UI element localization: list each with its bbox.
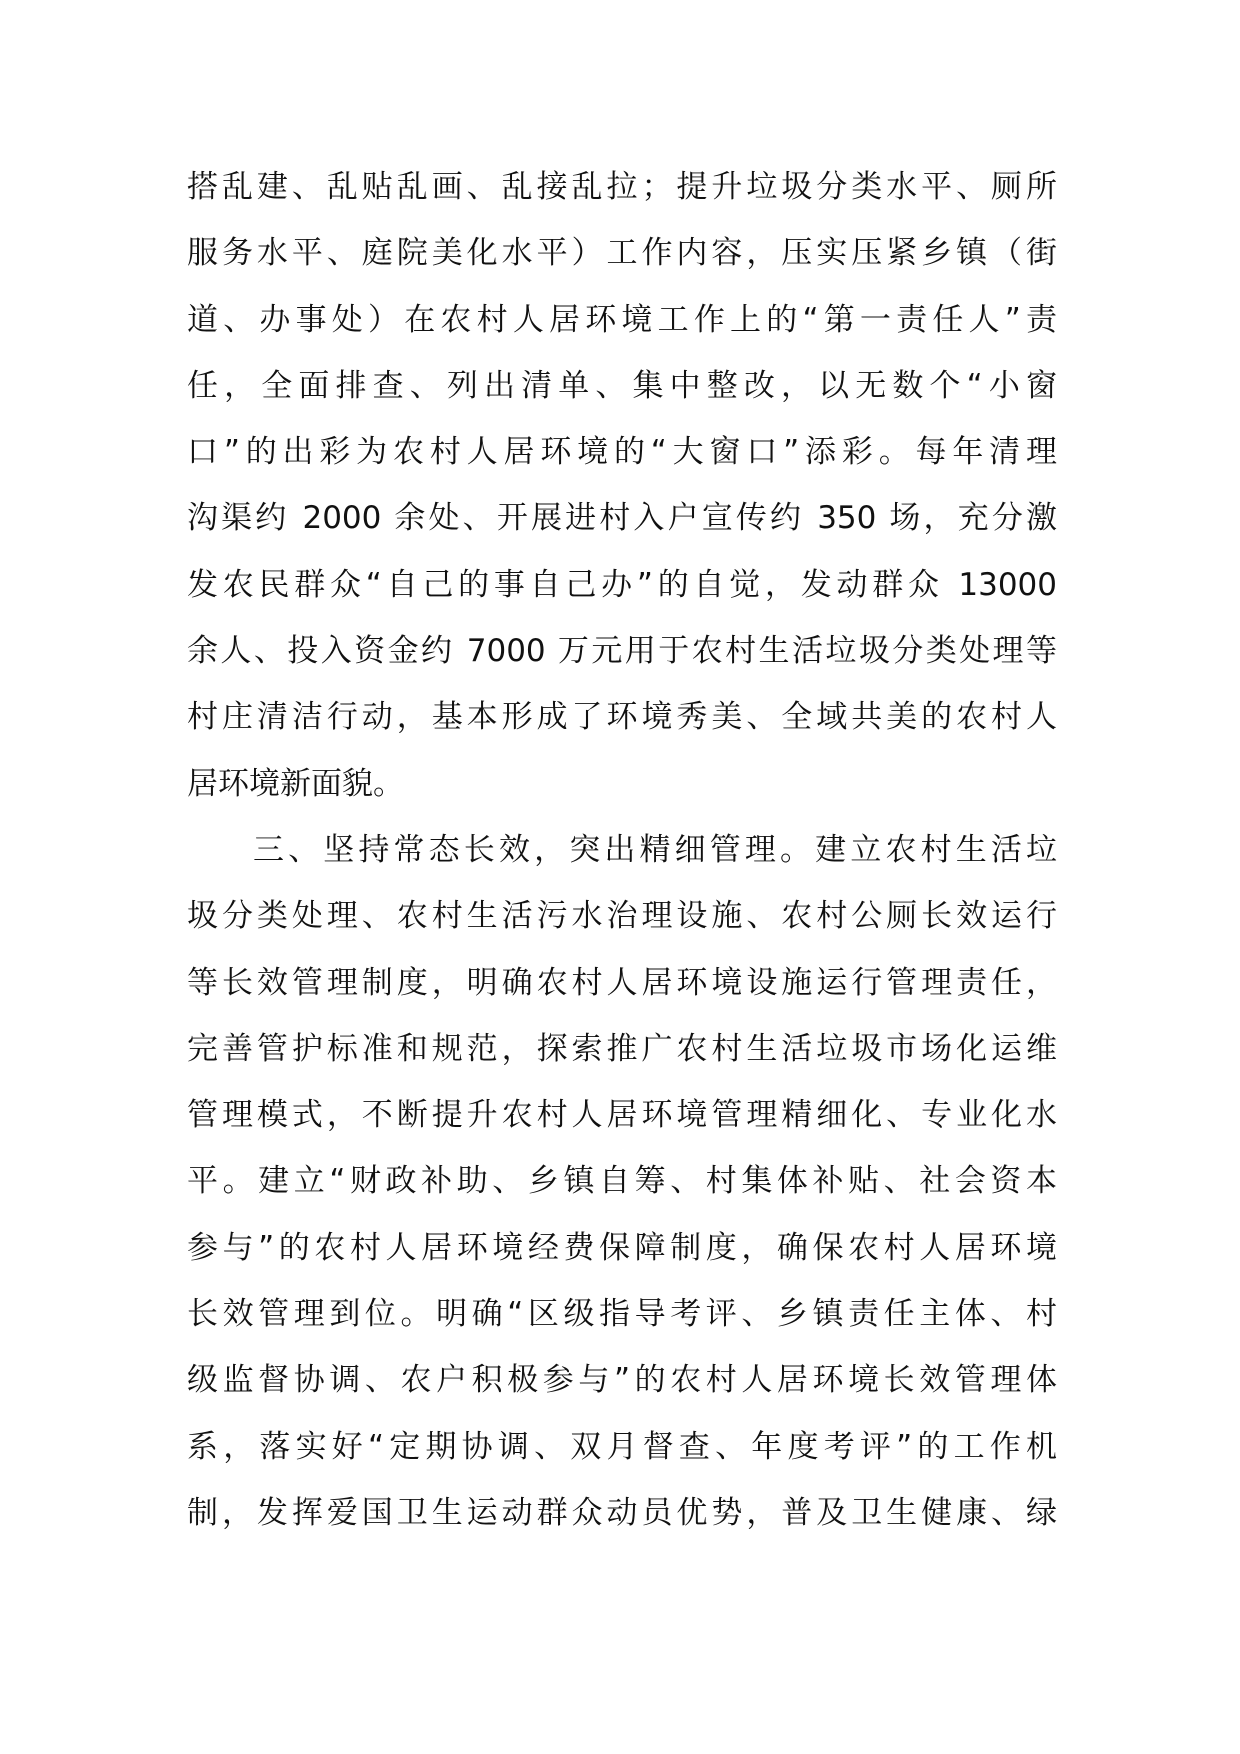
paragraph-line: 任，全面排查、列出清单、集中整改，以无数个“小窗 <box>187 367 1057 404</box>
paragraph-line: 沟渠约 2000 余处、开展进村入户宣传约 350 场，充分激 <box>187 500 1057 537</box>
paragraph-line: 发农民群众“自己的事自己办”的自觉，发动群众 13000 <box>187 566 1057 603</box>
paragraph-line: 制，发挥爱国卫生运动群众动员优势，普及卫生健康、绿 <box>187 1494 1057 1531</box>
paragraph-line: 级监督协调、农户积极参与”的农村人居环境长效管理体 <box>187 1362 1057 1399</box>
section-heading-line: 三、坚持常态长效，突出精细管理。建立农村生活垃 <box>253 831 1057 868</box>
paragraph-line: 系，落实好“定期协调、双月督查、年度考评”的工作机 <box>187 1428 1057 1465</box>
paragraph-line: 完善管护标准和规范，探索推广农村生活垃圾市场化运维 <box>187 1030 1057 1067</box>
paragraph-line: 居环境新面貌。 <box>187 765 404 802</box>
paragraph-line: 管理模式，不断提升农村人居环境管理精细化、专业化水 <box>187 1097 1057 1134</box>
paragraph-line: 等长效管理制度，明确农村人居环境设施运行管理责任， <box>187 964 1057 1001</box>
paragraph-line: 余人、投入资金约 7000 万元用于农村生活垃圾分类处理等 <box>187 633 1057 670</box>
paragraph-line: 村庄清洁行动，基本形成了环境秀美、全域共美的农村人 <box>187 699 1057 736</box>
paragraph-line: 搭乱建、乱贴乱画、乱接乱拉；提升垃圾分类水平、厕所 <box>187 169 1057 205</box>
paragraph-line: 圾分类处理、农村生活污水治理设施、农村公厕长效运行 <box>187 898 1057 935</box>
paragraph-line: 参与”的农村人居环境经费保障制度，确保农村人居环境 <box>187 1229 1057 1266</box>
paragraph-line: 道、办事处）在农村人居环境工作上的“第一责任人”责 <box>187 301 1057 338</box>
paragraph-line: 口”的出彩为农村人居环境的“大窗口”添彩。每年清理 <box>187 434 1057 471</box>
paragraph-line: 平。建立“财政补助、乡镇自筹、村集体补贴、社会资本 <box>187 1163 1057 1200</box>
document-body <box>187 154 1057 1546</box>
paragraph-line: 服务水平、庭院美化水平）工作内容，压实压紧乡镇（街 <box>187 235 1057 272</box>
paragraph-line: 长效管理到位。明确“区级指导考评、乡镇责任主体、村 <box>187 1296 1057 1333</box>
